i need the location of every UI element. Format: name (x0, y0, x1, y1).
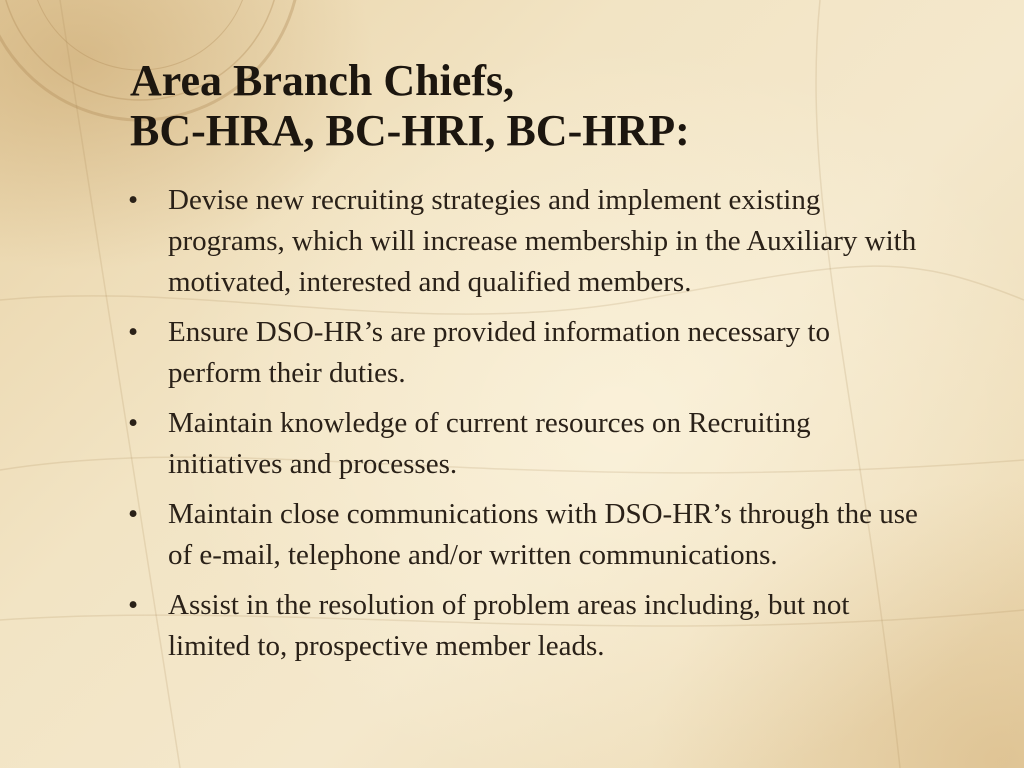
bullet-icon: • (128, 589, 139, 621)
list-item (128, 403, 928, 485)
bullet-icon: • (128, 316, 139, 348)
bullet-list (128, 180, 928, 676)
title-line-2: BC-HRA, BC-HRI, BC-HRP: (130, 106, 690, 155)
bullet-text: Devise new recruiting strategies and implement existing programs, which will increase membership in the Auxiliary with motivated, interested and qualified members. (168, 184, 917, 298)
list-item (128, 585, 928, 667)
list-item (128, 494, 928, 576)
bullet-icon: • (128, 498, 139, 530)
bullet-icon: • (128, 407, 139, 439)
list-item (128, 312, 928, 394)
bullet-text: Maintain knowledge of current resources on Recruiting initiatives and processes. (168, 407, 811, 480)
bullet-text: Assist in the resolution of problem areas including, but not limited to, prospective member leads. (168, 589, 850, 662)
bullet-icon: • (128, 184, 139, 216)
bullet-text: Ensure DSO-HR’s are provided information necessary to perform their duties. (168, 316, 831, 389)
title-line-1: Area Branch Chiefs, (130, 56, 515, 105)
bullet-text: Maintain close communications with DSO-HR’s through the use of e-mail, telephone and/or written communications. (168, 498, 918, 571)
list-item (128, 180, 928, 303)
slide-title (130, 56, 970, 156)
